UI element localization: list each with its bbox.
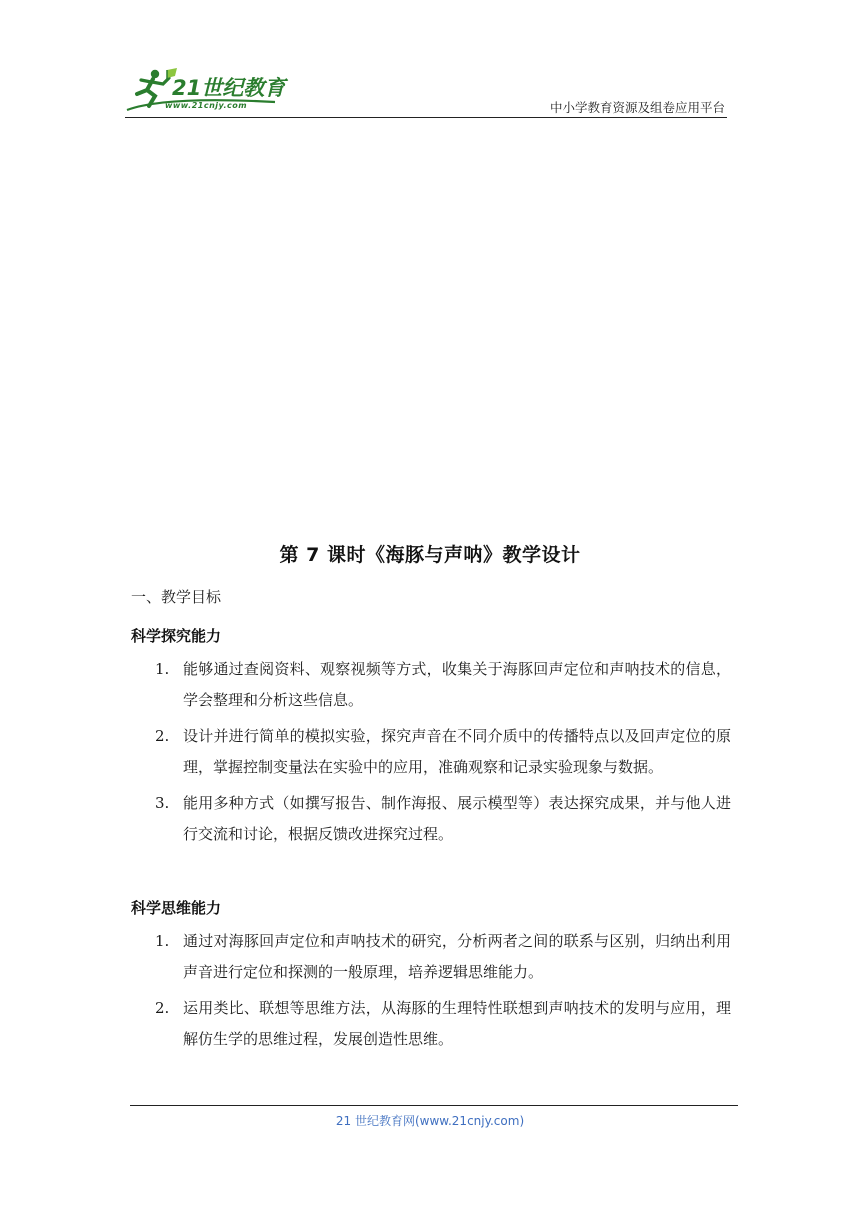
footer-divider <box>130 1105 738 1106</box>
list-item <box>131 654 731 716</box>
site-logo[interactable] <box>125 66 295 116</box>
list-item <box>131 721 731 783</box>
list-item-text: 能用多种方式（如撰写报告、制作海报、展示模型等）表达探究成果，并与他人进行交流和讨论，根据反馈改进探究过程。 <box>183 794 731 843</box>
list-item-number: 3. <box>155 794 170 812</box>
list-item <box>131 926 731 988</box>
header-tagline: 中小学教育资源及组卷应用平台 <box>549 100 725 115</box>
list-item-number: 1. <box>155 660 170 678</box>
list-item-text: 设计并进行简单的模拟实验，探究声音在不同介质中的传播特点以及回声定位的原理，掌握控制变量法在实验中的应用，准确观察和记录实验现象与数据。 <box>183 727 731 776</box>
list-item-text: 能够通过查阅资料、观察视频等方式，收集关于海豚回声定位和声呐技术的信息，学会整理和分析这些信息。 <box>183 660 731 709</box>
subheading-inquiry-ability: 科学探究能力 <box>131 627 222 645</box>
list-item-number: 2. <box>155 999 170 1017</box>
subheading-thinking-ability: 科学思维能力 <box>131 899 222 917</box>
section-heading-objectives: 一、教学目标 <box>131 588 222 606</box>
logo-text: 21世纪教育 <box>172 76 286 100</box>
logo-url: www.21cnjy.com <box>165 101 248 110</box>
list-item <box>131 993 731 1055</box>
page-header <box>125 64 725 118</box>
footer-link[interactable]: 21 世纪教育网(www.21cnjy.com) <box>335 1114 525 1128</box>
thinking-ability-list <box>131 926 731 1060</box>
list-item-number: 1. <box>155 932 170 950</box>
list-item-text: 运用类比、联想等思维方法，从海豚的生理特性联想到声呐技术的发明与应用，理解仿生学的思维过程，发展创造性思维。 <box>183 999 731 1048</box>
inquiry-ability-list <box>131 654 731 855</box>
header-divider <box>125 117 727 118</box>
list-item <box>131 788 731 850</box>
list-item-number: 2. <box>155 727 170 745</box>
document-title: 第 7 课时《海豚与声呐》教学设计 <box>279 544 581 566</box>
list-item-text: 通过对海豚回声定位和声呐技术的研究，分析两者之间的联系与区别，归纳出利用声音进行定位和探测的一般原理，培养逻辑思维能力。 <box>183 932 731 981</box>
